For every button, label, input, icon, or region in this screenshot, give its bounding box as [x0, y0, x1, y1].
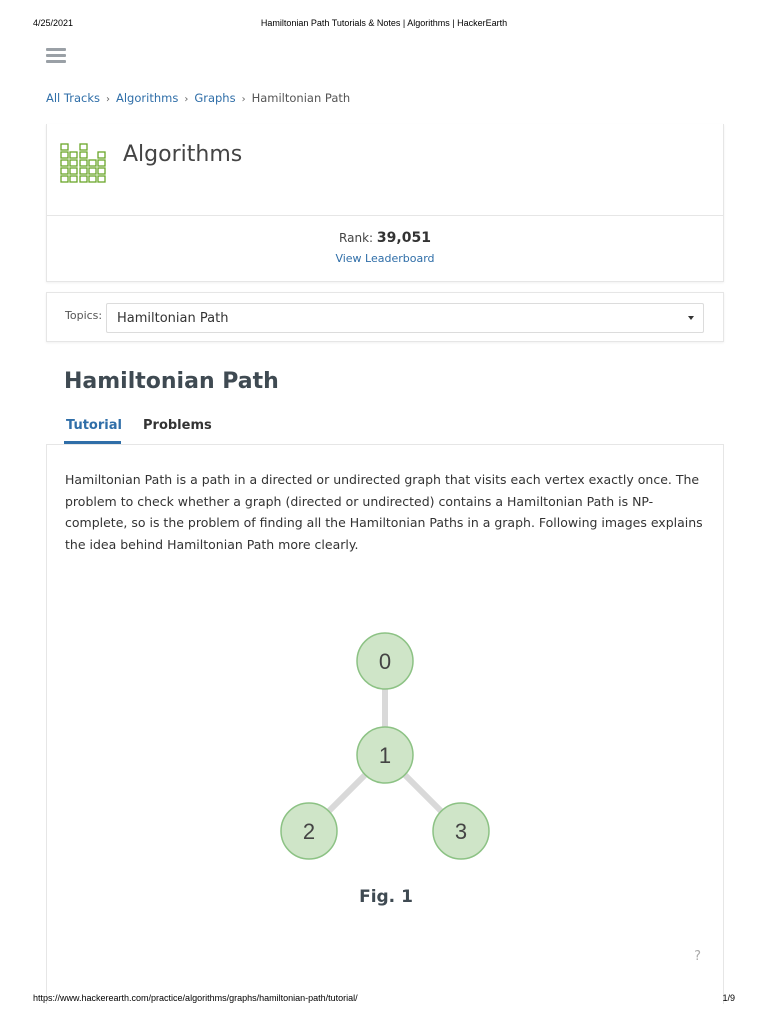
question-mark-icon[interactable]: ?	[694, 949, 701, 964]
breadcrumb-algorithms[interactable]: Algorithms	[116, 91, 179, 105]
breadcrumb-all-tracks[interactable]: All Tracks	[46, 91, 100, 105]
chevron-right-icon: ›	[241, 94, 246, 105]
topics-card	[46, 292, 724, 342]
print-page-number: 1/9	[722, 993, 735, 1003]
topics-label: Topics:	[65, 309, 103, 322]
print-header	[0, 18, 768, 32]
chevron-right-icon: ›	[184, 94, 189, 105]
print-date: 4/25/2021	[33, 18, 74, 28]
print-url: https://www.hackerearth.com/practice/algorithms/graphs/hamiltonian-path/tutorial/	[33, 993, 358, 1003]
breadcrumb-current: Hamiltonian Path	[251, 91, 351, 105]
view-leaderboard-link[interactable]: View Leaderboard	[335, 252, 435, 265]
algorithms-logo-icon	[59, 142, 107, 192]
chevron-right-icon: ›	[106, 94, 110, 105]
graph-node-1-label: 1	[378, 743, 392, 768]
rank-value: 39,051	[376, 230, 431, 246]
figure-caption: Fig. 1	[359, 887, 413, 907]
track-title: Algorithms	[123, 142, 243, 167]
graph-node-2-label: 2	[302, 819, 316, 844]
topics-select[interactable]	[106, 303, 704, 333]
breadcrumb	[46, 91, 350, 105]
graph-node-3-label: 3	[454, 819, 468, 844]
page-title: Hamiltonian Path	[64, 369, 279, 394]
print-footer	[0, 993, 768, 1007]
graph-node-0-label: 0	[378, 649, 392, 674]
hamburger-menu-icon[interactable]	[46, 48, 66, 64]
topics-selected-value: Hamiltonian Path	[117, 311, 229, 326]
tutorial-content	[46, 444, 724, 1004]
track-card	[46, 124, 724, 282]
rank-label: Rank:	[339, 231, 374, 245]
tab-tutorial[interactable]: Tutorial	[64, 416, 121, 444]
intro-paragraph: Hamiltonian Path is a path in a directed or undirected graph that visits each vertex exactly once. The problem to check whether a graph (directed or undirected) contains a Hamiltonian Path is NP-complete, so is the problem of finding all the Hamiltonian Paths in a graph. Following images explains the idea behind Hamiltonian Path more clearly.	[65, 472, 703, 552]
tab-problems[interactable]: Problems	[143, 418, 212, 433]
print-title: Hamiltonian Path Tutorials & Notes | Algorithms | HackerEarth	[260, 18, 508, 28]
rank-section	[47, 216, 723, 266]
breadcrumb-graphs[interactable]: Graphs	[194, 91, 236, 105]
caret-down-icon	[688, 316, 694, 320]
graph-figure	[47, 625, 725, 925]
